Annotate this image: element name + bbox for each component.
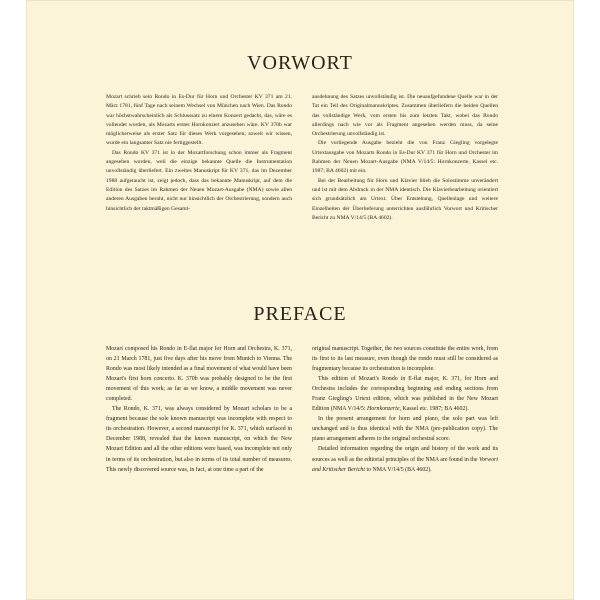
paragraph: Bei der Bearbeitung für Horn und Klavier blieb die Solostimme unverändert und ist mit dem Abdruck in der NMA identisch. Die Klavierbearbeitung orientiert sich grundsätzlich am Urtext. Über Entstehung, Quellenlage und weitere Einzelheiten der Überlieferung unterrichten ausführlich Vorwort und Kritischer Bericht zu NMA V/14/5 (BA 4602).: [312, 177, 498, 221]
vorwort-right-column: [312, 93, 498, 223]
paragraph: Mozart schrieb sein Rondo in Es-Dur für Horn und Orchester KV 371 am 21. März 1781, fünf Tage nach seinem Wechsel von München nach Wien. Das Rondo war höchstwahrscheinlich als Schlusssatz zu einem Konzert gedacht, das, wäre es vollendet worden, als Mozarts erstes Hornkonzert anzusehen wäre. KV 370b war möglicherweise als erster Satz für dieses Werk vorgesehen; soweit wir wissen, wurde ein langsamer Satz nie fertiggestellt.: [106, 94, 292, 147]
paragraph: ausdehnung des Satzes unvollständig ist. Die neuaufgefundene Quelle war in der Tat ein Teil des Originalmanuskriptes. Zusammen überliefern die beiden Quellen das vollständige Werk, vom ersten bis zum letzten Takt, wobei das Rondo allerdings nach wie vor als Fragment angesehen werden muss, da seine Orchestrierung unvollständig ist.: [312, 94, 498, 138]
paragraph: original manuscript. Together, the two sources constitute the entire work, from its first to its last measure, even though the rondo must still be considered as fragmentary because its orchestration is incomplete.: [312, 346, 498, 373]
preface-heading: PREFACE: [253, 303, 347, 325]
paragraph: Mozart composed his Rondo in E-flat major for Horn and Orchestra, K. 371, on 21 March 1781, just five days after his move from Munich to Vienna. The Rondo was most likely intended as a final movement of what would have been Mozart's first horn concerto. K. 370b was probably designed to be the first movement of this work; as far as we know, a middle movement was never completed.: [106, 346, 292, 403]
paragraph: The Rondo, K. 371, was always considered by Mozart scholars to be a fragment because the sole known manuscript was incomplete with respect to its orchestration. However, a second manuscript for K. 371, which surfaced in December 1988, revealed that the known manuscript, on which the New Mozart Edition and all the other editions were based, was incomplete not only in terms of its orchestration, but also in terms of its total number of measures. This newly discovered source was, in fact, at one time a part of the: [106, 406, 292, 473]
paragraph: Detailed information regarding the origin and history of the work and its sources as well as the editorial principles of the NMA are found in the Vorwort and Kritischer Bericht to NMA V/14/5 (BA 4602).: [312, 446, 498, 473]
paragraph: Das Rondo KV 371 ist in der Mozartforschung schon immer als Fragment angesehen worden, weil die einzige bekannte Quelle die Instrumentation unvollständig überliefert. Ein zweites Manuskript für KV 371, das im Dezember 1988 aufgetaucht ist, zeigt jedoch, dass das bekannte Manuskript, auf dem die Edition des Satzes im Rahmen der Neuen Mozart-Ausgabe (NMA) sowie allen anderen Ausgaben beruht, nicht nur hinsichtlich der Orchestrierung, sondern auch hinsichtlich der taktmäßigen Gesamt-: [106, 149, 292, 212]
paragraph: Die vorliegende Ausgabe bezieht die von Franz Giegling vorgelegte Urtextausgabe von Mozarts Rondo in Es-Dur KV 371 für Horn und Orchester im Rahmen der Neuen Mozart-Ausgabe (NMA V/14/5: Hornkonzerte, Kassel etc. 1987; BA 4602) mit ein.: [312, 140, 498, 175]
page: [26, 0, 574, 600]
vorwort-heading: VORWORT: [247, 52, 353, 74]
preface-left-column: [106, 344, 292, 475]
paragraph: This edition of Mozart's Rondo in E-flat major, K. 371, for Horn and Orchestra includes the corresponding beginning and ending sections from Franz Giegling's Urtext edition, which was published in the New Mozart Edition (NMA V/14/5: Hornkonzerte, Kassel etc. 1987; BA 4602).: [312, 376, 498, 413]
vorwort-left-column: [106, 93, 292, 214]
preface-right-column: [312, 344, 498, 475]
paragraph: In the present arrangement for horn and piano, the solo part was left unchanged and is thus identical with the NMA (pre-publication copy). The piano arrangement adheres to the original orchestral score.: [312, 416, 498, 443]
